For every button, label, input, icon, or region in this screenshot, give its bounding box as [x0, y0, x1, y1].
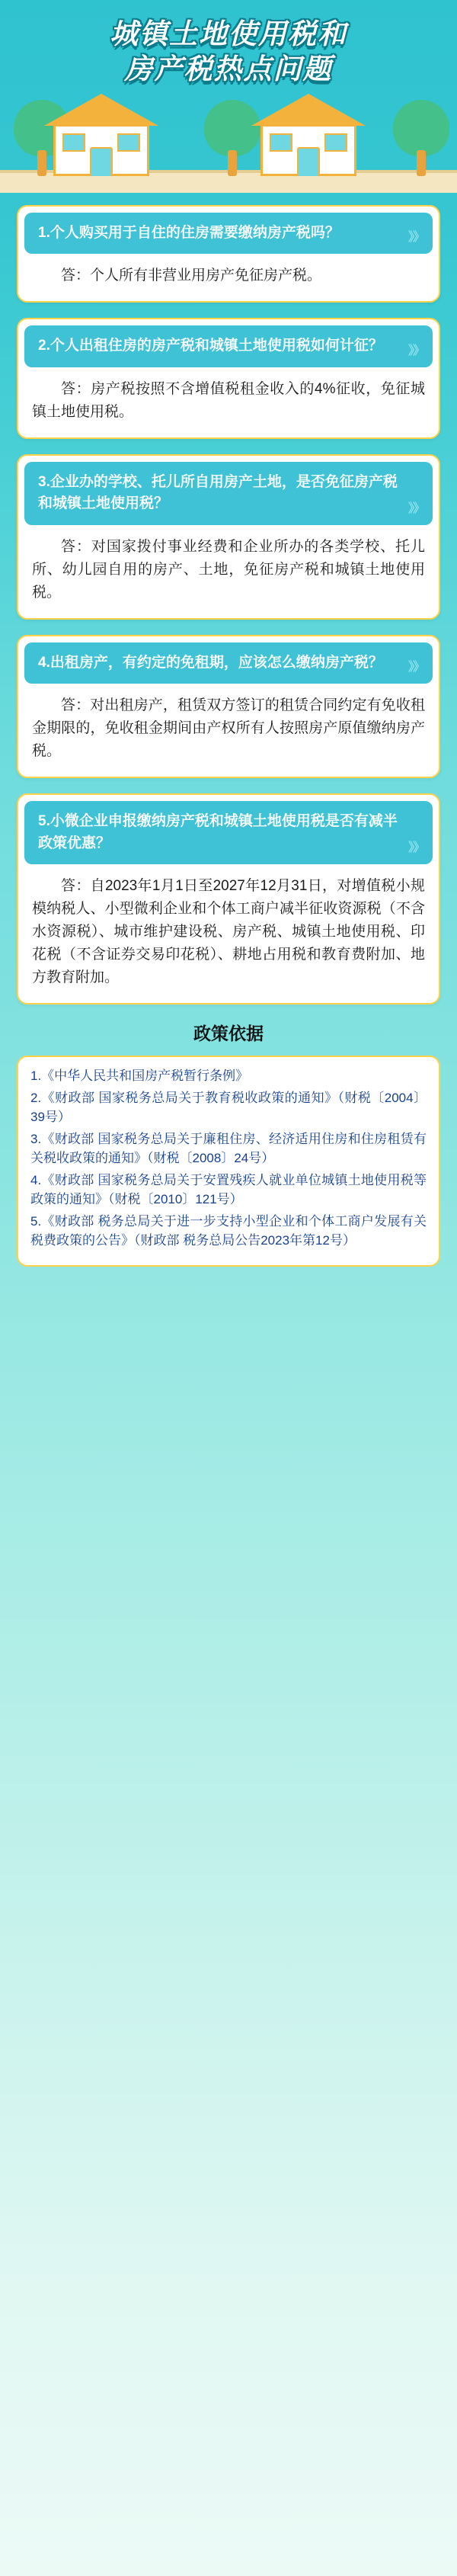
- chevron-right-icon: 》》: [407, 841, 423, 855]
- qa-card: [17, 205, 440, 303]
- question-text: 4.出租房产，有约定的免租期，应该怎么缴纳房产税？: [38, 654, 383, 671]
- house-illustration: [0, 94, 457, 193]
- house-icon: [44, 94, 158, 176]
- qa-card: [17, 635, 440, 779]
- policy-basis-card: [17, 1056, 440, 1267]
- question-header: [24, 325, 433, 367]
- policy-item: 5.《财政部 税务总局关于进一步支持小型企业和个体工商户发展有关税费政策的公告》（财政部 税务总局公告2023年第12号）: [30, 1213, 427, 1248]
- chevron-right-icon: 》》: [407, 344, 423, 357]
- house-icon: [251, 94, 366, 176]
- qa-card: [17, 793, 440, 1004]
- answer-text: 答：对出租房产，租赁双方签订的租赁合同约定有免收租金期限的，免收租金期间由产权所有人按照房产原值缴纳房产税。: [32, 697, 425, 760]
- answer-text: 答：自2023年1月1日至2027年12月31日，对增值税小规模纳税人、小型微利企业和个体工商户减半征收资源税（不含水资源税）、城市维护建设税、房产税、城镇土地使用税、印花税（不含证券交易印花税）、耕地占用税和教育费附加、地方教育附加。: [32, 878, 425, 986]
- policy-item: 1.《中华人民共和国房产税暂行条例》: [30, 1069, 249, 1084]
- policy-item: 3.《财政部 国家税务总局关于廉租住房、经济适用住房和住房租赁有关税收政策的通知》（财税〔2008〕24号）: [30, 1131, 427, 1166]
- answer-text: 答：对国家拨付事业经费和企业所办的各类学校、托儿所、幼儿园自用的房产、土地，免征房产税和城镇土地使用税。: [32, 538, 425, 601]
- chevron-right-icon: 》》: [407, 661, 423, 674]
- chevron-right-icon: 》》: [407, 231, 423, 244]
- policy-item: 2.《财政部 国家税务总局关于教育税收政策的通知》（财税〔2004〕39号）: [30, 1090, 427, 1125]
- question-text: 5.小微企业申报缴纳房产税和城镇土地使用税是否有减半政策优惠？: [38, 813, 398, 851]
- question-header: [24, 801, 433, 864]
- question-text: 1.个人购买用于自住的住房需要缴纳房产税吗？: [38, 224, 340, 241]
- question-text: 3.企业办的学校、托儿所自用房产土地，是否免征房产税和城镇土地使用税？: [38, 473, 398, 512]
- poster-header: [0, 0, 457, 88]
- answer-text: 答：房产税按照不含增值税租金收入的4%征收，免征城镇土地使用税。: [32, 380, 425, 420]
- policy-item: 4.《财政部 国家税务总局关于安置残疾人就业单位城镇土地使用税等政策的通知》（财税〔2010〕121号）: [30, 1172, 427, 1207]
- qa-list: [0, 193, 457, 1293]
- question-header: [24, 462, 433, 525]
- page-title-line-1: 城镇土地使用税和: [110, 18, 347, 50]
- qa-card: [17, 454, 440, 620]
- answer-text: 答：个人所有非营业用房产免征房产税。: [61, 268, 322, 284]
- page-title-line-2: 房产税热点问题: [124, 53, 333, 85]
- tree-icon: [393, 100, 449, 176]
- chevron-right-icon: 》》: [407, 501, 423, 515]
- qa-card: [17, 318, 440, 439]
- policy-basis-title: 政策依据: [193, 1024, 264, 1044]
- question-header: [24, 642, 433, 684]
- question-text: 2.个人出租住房的房产税和城镇土地使用税如何计征？: [38, 338, 383, 354]
- question-header: [24, 213, 433, 255]
